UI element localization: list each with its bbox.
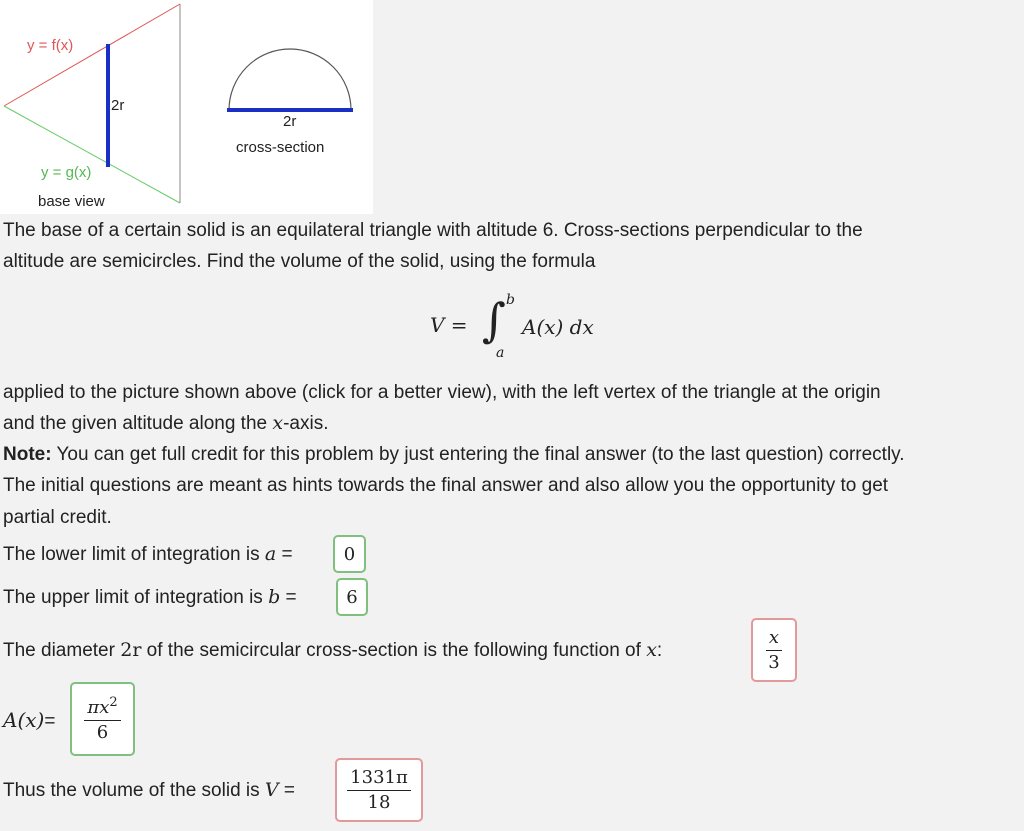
text-segment: -axis. <box>283 413 329 434</box>
semicircle-arc <box>229 49 351 110</box>
fraction-numerator: x <box>766 629 782 651</box>
note-label: Note: <box>3 444 52 465</box>
equals: = <box>278 780 296 801</box>
question-text: The diameter <box>3 640 121 661</box>
r-label-base: 2r <box>111 97 125 114</box>
upper-limit-question <box>3 582 297 613</box>
problem-text-4 <box>3 408 329 439</box>
area-label: A(x) <box>3 708 45 732</box>
var-b: b <box>268 586 281 608</box>
equals: = <box>280 587 297 608</box>
var-x: x <box>646 639 657 661</box>
note-text: You can get full credit for this problem by just entering the final answer (to the last question) correctly. <box>51 444 905 465</box>
question-text: The upper limit of integration is <box>3 587 269 608</box>
diameter-question <box>3 635 662 666</box>
equals: = <box>276 544 293 565</box>
r-label-cross: 2r <box>283 113 297 130</box>
area-answer[interactable] <box>70 682 135 756</box>
area-question <box>3 705 55 737</box>
f-line <box>4 4 180 106</box>
colon: : <box>656 640 663 661</box>
problem-text-1: The base of a certain solid is an equilateral triangle with altitude 6. Cross-sections perpendicular to the <box>3 220 863 241</box>
var-v: V <box>264 779 279 801</box>
diameter-fraction <box>766 626 782 673</box>
g-label: y = g(x) <box>41 164 92 181</box>
formula-upper: b <box>506 292 515 308</box>
text-segment: and the given altitude along the <box>3 413 273 434</box>
diameter-answer[interactable] <box>751 618 797 682</box>
area-fraction <box>84 696 120 742</box>
g-line <box>4 106 180 203</box>
fraction-numerator <box>84 696 120 721</box>
note-line-2: The initial questions are meant as hints towards the final answer and also allow you the opportunity to get <box>3 475 889 496</box>
fraction-denominator: 18 <box>367 791 391 813</box>
fraction-numerator: 1331π <box>347 769 411 791</box>
formula-lhs: V = <box>430 313 468 337</box>
cross-section-label: cross-section <box>236 139 325 156</box>
lower-limit-question <box>3 539 293 570</box>
formula-lower: a <box>496 345 505 361</box>
problem-text-3: applied to the picture shown above (click for a better view), with the left vertex of the triangle at the origin <box>3 382 881 403</box>
note-line-1 <box>3 439 905 470</box>
fraction-denominator: 6 <box>96 722 109 743</box>
base-view-label: base view <box>38 193 105 210</box>
question-text: of the semicircular cross-section is the following function of <box>141 640 647 661</box>
volume-fraction <box>347 766 411 813</box>
f-label: y = f(x) <box>27 37 74 54</box>
var-a: a <box>264 543 277 565</box>
integral-sign-icon: ∫ <box>482 293 506 347</box>
equals: = <box>44 711 56 732</box>
note-line-3: partial credit. <box>3 507 112 528</box>
problem-text-2: altitude are semicircles. Find the volume of the solid, using the formula <box>3 251 596 272</box>
volume-question <box>3 775 295 806</box>
var-x: x <box>272 412 284 434</box>
volume-formula <box>430 292 630 365</box>
volume-answer[interactable] <box>335 758 423 822</box>
problem-figure[interactable] <box>0 0 373 214</box>
figure-drawing <box>0 0 373 214</box>
fraction-denominator: 3 <box>768 651 780 673</box>
upper-limit-answer[interactable]: 6 <box>336 578 368 616</box>
numerator-base: πx <box>87 697 110 718</box>
var-2r: 2r <box>120 639 142 661</box>
formula-integrand: A(x) dx <box>522 315 594 339</box>
numerator-exponent: 2 <box>109 695 118 710</box>
lower-limit-answer[interactable]: 0 <box>333 535 366 573</box>
question-text: Thus the volume of the solid is <box>3 780 265 801</box>
question-text: The lower limit of integration is <box>3 544 265 565</box>
